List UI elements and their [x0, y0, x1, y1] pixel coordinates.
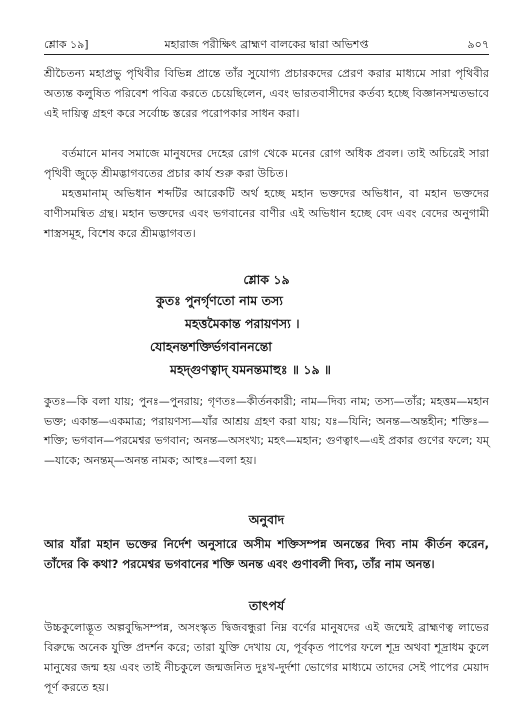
- intro-paragraph-1: শ্রীচৈতন্য মহাপ্রভু পৃথিবীর বিভিন্ন প্রান্তে তাঁর সুযোগ্য প্রচারকদের প্রেরণ করার মাধ্যমে সারা পৃথিবীর অত্যন্ত কলুষিত পরিবেশ পবিত্র করতে চেয়েছিলেন, এবং ভারতবাসীদের কর্তব্য হচ্ছে বিজ্ঞানসম্মতভাবে এই দায়িত্ব গ্রহণ করে সর্বোচ্চ স্তরের পরোপকার সাধন করা।: [44, 67, 490, 120]
- intro-paragraph-2: বর্তমানে মানব সমাজে মানুষদের দেহের রোগ থেকে মনের রোগ অধিক প্রবল। তাই অচিরেই সারা পৃথিবী জুড়ে শ্রীমদ্ভাগবতের প্রচার কার্য শুরু করা উচিত।: [44, 147, 489, 180]
- verse-line-1: কুতঃ পুনর্গৃণতো নাম তস্য: [156, 293, 283, 308]
- verse-line-3: যোহনন্তশক্তির্ভগবাননন্তো: [150, 339, 272, 354]
- header-chapter-title: মহারাজ পরীক্ষিৎ ব্রাহ্মণ বালকের দ্বারা অভিশপ্ত: [164, 38, 369, 51]
- intro-paragraph-3: মহত্তমানাম্ অভিধান শব্দটির আরেকটি অর্থ হচ্ছে মহান ভক্তদের অভিধান, বা মহান ভক্তদের বাণীসমন্বিত গ্রন্থ। মহান ভক্তদের এবং ভগবানের বাণীর এই অভিধান হচ্ছে বেদ এবং বেদের অনুগামী শাস্ত্রসমূহ, বিশেষ করে শ্রীমদ্ভাগবত।: [44, 187, 489, 240]
- verse-title: শ্লোক ১৯: [243, 272, 290, 287]
- header-verse-ref: শ্লোক ১৯]: [44, 38, 89, 51]
- verse-line-4: মহদ্গুণত্বাদ্ যমনন্তমাহুঃ ॥ ১৯ ॥: [170, 362, 332, 377]
- page-number: ৯০৭: [467, 38, 489, 51]
- purport-text: উচ্চকুলোদ্ভূত অল্পবুদ্ধিসম্পন্ন, অসংস্কৃত দ্বিজবন্ধুরা নিম্ন বর্ণের মানুষদের এই জন্মেই ব্রাহ্মণত্ব লাভের বিরুদ্ধে অনেক যুক্তি প্রদর্শন করে; তারা যুক্তি দেখায় যে, পূর্বকৃত পাপের ফলে শূদ্র অথবা শূদ্রাধম কুলে মানুষের জন্ম হয় এবং তাই নীচকুলে জন্মজনিত দুঃখ-দুর্দশা ভোগের মাধ্যমে তাদের সেই পাপের মেয়াদ পূর্ণ করতে হয়।: [44, 621, 489, 694]
- verse-line-2: মহত্তমৈকান্ত পরায়ণস্য ।: [185, 316, 300, 331]
- translation-text: আর যাঁরা মহান ভক্তের নির্দেশ অনুসারে অসীম শক্তিসম্পন্ন অনন্তের দিব্য নাম কীর্তন করেন, তাঁদের কি কথা? পরমেশ্বর ভগবানের শক্তি অনন্ত এবং গুণাবলী দিব্য, তাঁর নাম অনন্ত।: [44, 537, 489, 571]
- synonyms-block: কুতঃ—কি বলা যায়; পুনঃ—পুনরায়; গৃণতঃ—কীর্তনকারী; নাম—দিব্য নাম; তস্য—তাঁর; মহত্তম—মহান ভক্ত; একান্ত—একমাত্র; পরায়ণস্য—যাঁর আশ্রয় গ্রহণ করা যায়; যঃ—যিনি; অনন্ত—অন্তহীন; শক্তিঃ—শক্তি; ভগবান—পরমেশ্বর ভগবান; অনন্ত—অসংখ্য; মহৎ—মহান; গুণত্বাৎ—এই প্রকার গুণের ফলে; যম্—যাকে; অনন্তম্—অনন্ত নামক; আহুঃ—বলা হয়।: [44, 395, 489, 467]
- translation-heading: অনুবাদ: [248, 512, 285, 527]
- purport-heading: তাৎপর্য: [248, 598, 285, 613]
- page-header: [44, 36, 489, 55]
